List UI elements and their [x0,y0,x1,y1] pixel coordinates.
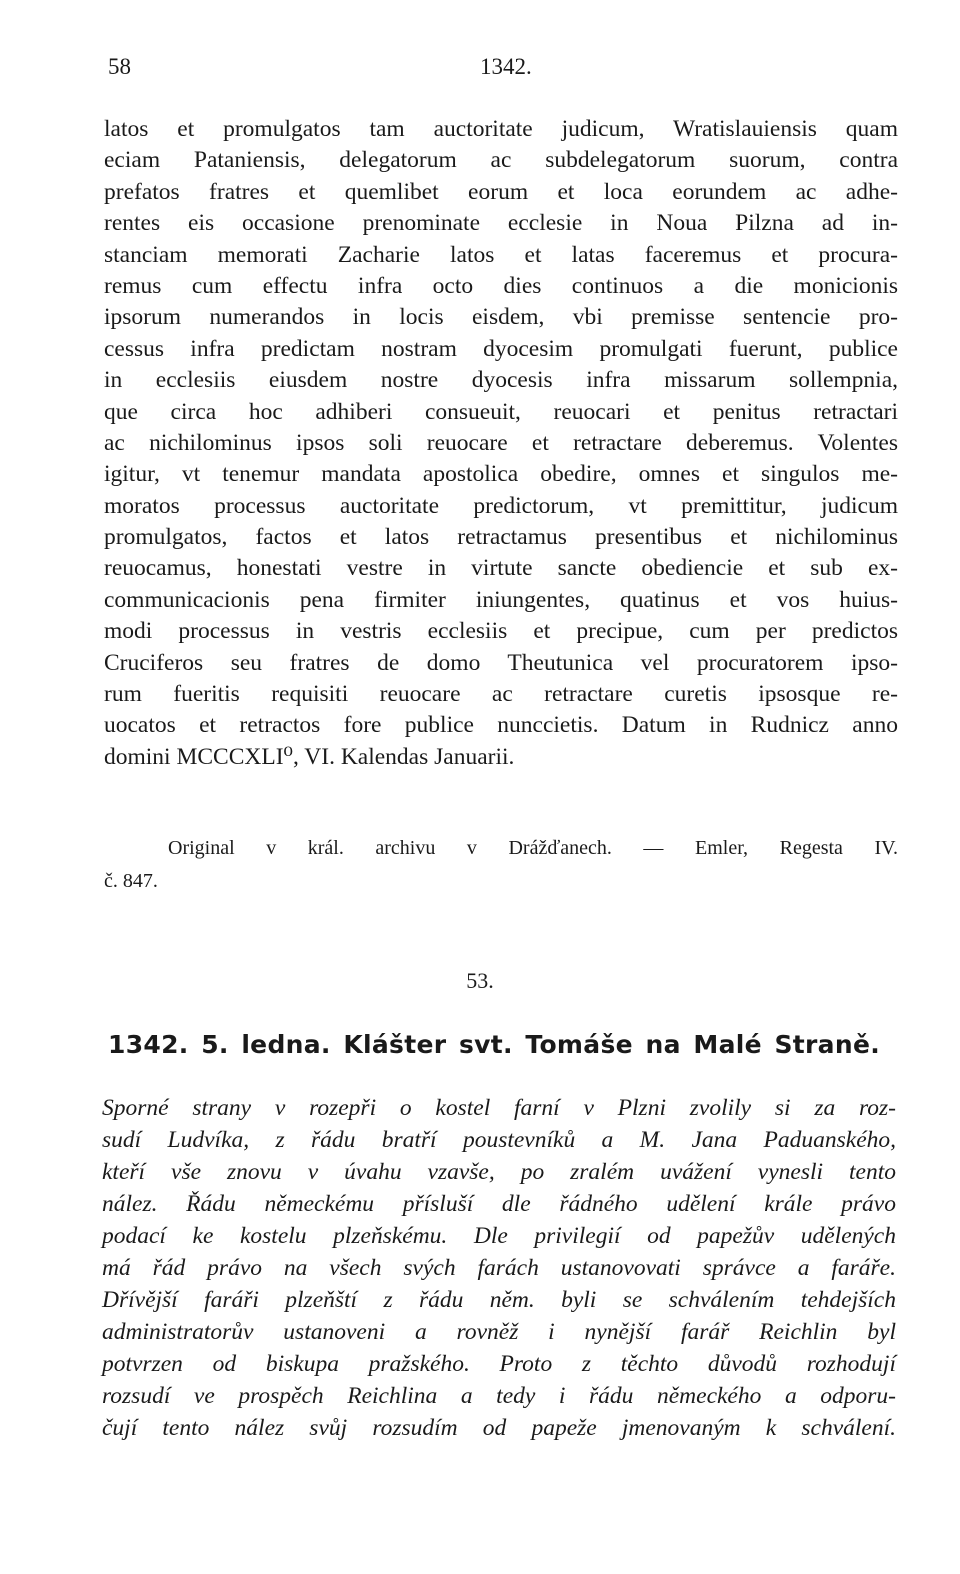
text-line: que circa hoc adhiberi consueuit, reuocari et penitus retractari [104,398,898,425]
text-line: communicacionis pena firmiter iniungentes, quatinus et vos huius- [104,586,898,613]
summary-line: Dřívější faráři plzeňští z řádu něm. byli se schválením tehdejších [102,1287,896,1313]
document-heading: 1342. 5. ledna. Klášter svt. Tomáše na Malé Straně. [108,1030,880,1059]
text-line: latos et promulgatos tam auctoritate judicum, Wratislauiensis quam [104,116,898,142]
source-note-line: Original v král. archivu v Drážďanech. — Emler, Regesta IV. [168,837,898,859]
summary-line: má řád právo na všech svých farách ustanovovati správce a faráře. [102,1255,896,1281]
text-line: uocatos et retractos fore publice nunccietis. Datum in Rudnicz anno [104,712,898,739]
text-line: promulgatos, factos et latos retractamus presentibus et nichilominus [104,524,898,551]
summary-line: nález. Řádu německému přísluší dle řádného udělení krále právo [102,1191,896,1217]
text-line: moratos processus auctoritate predictorum, vt premittitur, judicum [104,492,898,519]
summary-line: rozsudí ve prospěch Reichlina a tedy i řádu německého a odporu- [102,1383,896,1409]
running-header-year: 1342. [480,54,532,79]
text-line: reuocamus, honestati vestre in virtute sancte obediencie et sub ex- [104,555,898,582]
summary-line: podací ke kostelu plzeňskému. Dle privilegií od papežův udělených [102,1223,896,1249]
text-line: modi processus in vestris ecclesiis et precipue, cum per predictos [104,618,898,645]
text-line: igitur, vt tenemur mandata apostolica obedire, omnes et singulos me- [104,461,898,488]
latin-document-text [104,114,898,773]
text-line: ac nichilominus ipsos soli reuocare et retractare deberemus. Volentes [104,429,898,456]
text-line: in ecclesiis eiusdem nostre dyocesis infra missarum sollempnia, [104,367,898,394]
text-line: stanciam memorati Zacharie latos et latas faceremus et procura- [104,241,898,268]
text-line: remus cum effectu infra octo dies continuos a die monicionis [104,272,898,299]
text-line: domini MCCCXLI⁰, VI. Kalendas Januarii. [104,743,515,770]
czech-summary [102,1092,896,1444]
summary-line: Sporné strany v rozepři o kostel farní v Plzni zvolily si za roz- [102,1095,896,1121]
summary-line: administratorův ustanoveni a rovněž i nynější farář Reichlin byl [102,1319,896,1345]
source-note [104,832,898,898]
text-line: prefatos fratres et quemlibet eorum et loca eorundem ac adhe- [104,178,898,205]
page-header [108,54,898,84]
text-line: rum fueritis requisiti reuocare ac retractare curetis ipsosque re- [104,681,898,708]
text-line: eciam Pataniensis, delegatorum ac subdelegatorum suorum, contra [104,147,898,174]
summary-line: čují tento nález svůj rozsudím od papeže jmenovaným k schválení. [102,1415,896,1441]
document-number: 53. [466,968,494,993]
text-line: ipsorum numerandos in locis eisdem, vbi premisse sentencie pro- [104,304,898,331]
summary-line: kteří vše znovu v úvahu vzavše, po zralém uvážení vynesli tento [102,1159,896,1185]
text-line: cessus infra predictam nostram dyocesim promulgati fuerunt, publice [104,335,898,362]
source-note-line: č. 847. [104,870,158,892]
summary-line: potvrzen od biskupa pražského. Proto z těchto důvodů rozhodují [102,1351,896,1377]
text-line: Cruciferos seu fratres de domo Theutunica vel procuratorem ipso- [104,649,898,676]
page-number: 58 [108,54,131,79]
text-line: rentes eis occasione prenominate ecclesie in Noua Pilzna ad in- [104,210,898,237]
summary-line: sudí Ludvíka, z řádu bratří poustevníků a M. Jana Paduanského, [102,1127,896,1153]
